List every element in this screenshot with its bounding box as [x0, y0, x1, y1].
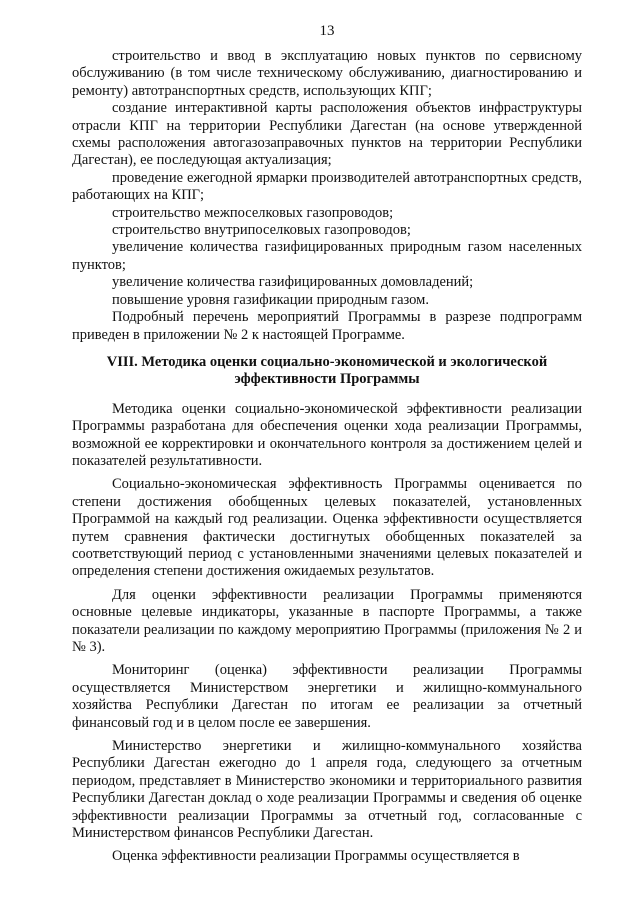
paragraph: Для оценки эффективности реализации Программы применяются основные целевые индикаторы, указанные в паспорте Программы, а также показатели реализации по каждому мероприятию Программы (приложения № 2 и № 3).	[72, 586, 582, 655]
paragraph: Методика оценки социально-экономической эффективности реализации Программы разработана для обеспечения оценки хода реализации Программы, возможной ее корректировки и окончательного контроля за достижением целей и показателей результативности.	[72, 400, 582, 469]
paragraph: увеличение количества газифицированных природным газом населенных пунктов;	[72, 239, 582, 273]
paragraph: проведение ежегодной ярмарки производителей автотранспортных средств, работающих на КПГ;	[72, 169, 582, 204]
paragraph: создание интерактивной карты расположения объектов инфраструктуры отрасли КПГ на территории Республики Дагестан (на основе утвержденной схемы расположения автогазозаправочных пунктов на территории Республики Дагестан), ее последующая актуализация;	[72, 100, 582, 169]
paragraph: Мониторинг (оценка) эффективности реализации Программы осуществляется Министерством энергетики и жилищно-коммунального хозяйства Республики Дагестан по итогам ее реализации за отчетный финансовый год и в целом после ее завершения.	[72, 662, 582, 731]
paragraph: увеличение количества газифицированных домовладений;	[112, 274, 474, 291]
paragraph: повышение уровня газификации природным газом.	[112, 291, 429, 308]
paragraph: строительство межпоселковых газопроводов;	[112, 204, 394, 221]
paragraph: строительство и ввод в эксплуатацию новых пунктов по сервисному обслуживанию (в том числе техническому обслуживанию, диагностированию и ремонту) автотранспортных средств, использующих КПГ;	[72, 48, 582, 99]
paragraph: строительство внутрипоселковых газопроводов;	[112, 222, 411, 239]
section-heading-line: эффективности Программы	[234, 371, 420, 388]
paragraph: Подробный перечень мероприятий Программы в разрезе подпрограмм приведен в приложении № 2 к настоящей Программе.	[72, 309, 582, 343]
paragraph: Министерство энергетики и жилищно-коммунального хозяйства Республики Дагестан ежегодно до 1 апреля года, следующего за отчетным периодом, представляет в Министерство экономики и территориального развития Республики Дагестан доклад о ходе реализации Программы и сведения об оценке эффективности реализации Программы за отчетный год, согласованные с Министерством финансов Республики Дагестан.	[72, 738, 582, 842]
section-heading-line: VIII. Методика оценки социально-экономической и экологической	[106, 353, 548, 370]
page-number: 13	[319, 23, 335, 39]
section-heading	[72, 354, 582, 389]
paragraph: Оценка эффективности реализации Программы осуществляется в	[112, 848, 520, 865]
document-page	[72, 22, 582, 866]
paragraph: Социально-экономическая эффективность Программы оценивается по степени достижения обобщенных целевых показателей, установленных Программой на каждый год реализации. Оценка эффективности осуществляется путем сравнения фактически достигнутых обобщенных показателей за соответствующий период с установленными значениями целевых показателей и определения степени достижения ожидаемых результатов.	[72, 476, 582, 580]
